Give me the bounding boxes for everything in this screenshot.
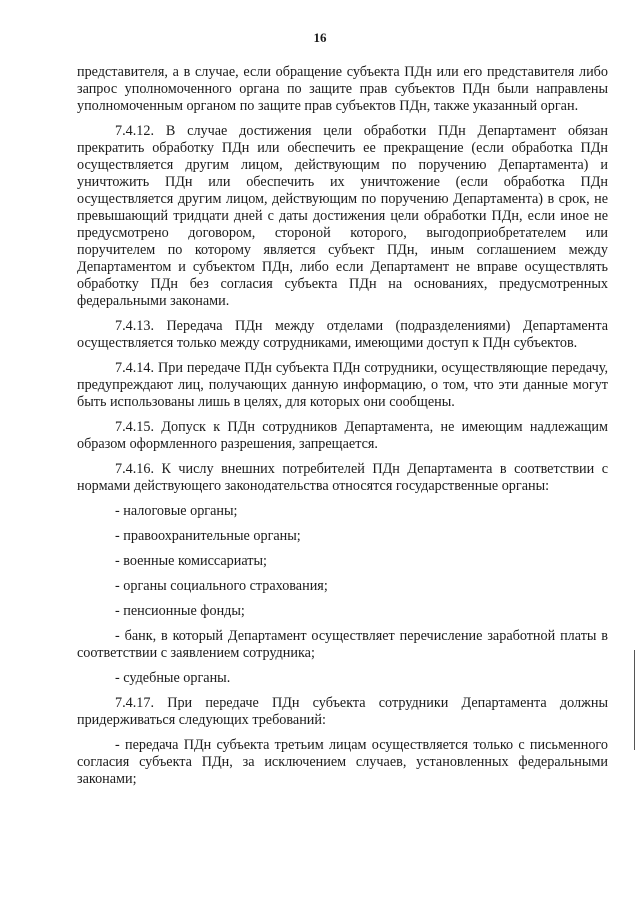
- paragraph-7-4-17: 7.4.17. При передаче ПДн субъекта сотрудники Департамента должны придерживаться следующих требований:: [77, 695, 608, 728]
- paragraph-7-4-15: 7.4.15. Допуск к ПДн сотрудников Департамента, не имеющим надлежащим образом оформленного разрешения, запрещается.: [77, 419, 608, 452]
- list-item: - военные комиссариаты;: [115, 553, 267, 569]
- paragraph-continuation: представителя, а в случае, если обращение субъекта ПДн или его представителя либо запрос уполномоченного органа по защите прав субъектов ПДн были направлены уполномоченным органом по защите прав субъектов ПДн, также указанный орган.: [77, 64, 608, 114]
- list-item: - пенсионные фонды;: [115, 603, 245, 619]
- list-item: - налоговые органы;: [115, 503, 238, 519]
- list-item: - судебные органы.: [115, 670, 231, 686]
- page-number: 16: [313, 30, 327, 45]
- scan-margin-line: [634, 650, 635, 750]
- list-item: - органы социального страхования;: [115, 578, 328, 594]
- list-item: - передача ПДн субъекта третьим лицам осуществляется только с письменного согласия субъекта ПДн, за исключением случаев, установленных федеральными законами;: [77, 737, 608, 787]
- paragraph-7-4-16: 7.4.16. К числу внешних потребителей ПДн Департамента в соответствии с нормами действующего законодательства относятся государственные органы:: [77, 461, 608, 494]
- paragraph-7-4-12: 7.4.12. В случае достижения цели обработки ПДн Департамент обязан прекратить обработку ПДн или обеспечить ее прекращение (если обработка ПДн осуществляется другим лицом, действующим по поручению Департамента) и уничтожить ПДн или обеспечить их уничтожение (если обработка ПДн осуществляется другим лицом, действующим по поручению Департамента) в срок, не превышающий тридцати дней с даты достижения цели обработки ПДн, если иное не предусмотрено договором, стороной которого, выгодоприобретателем или поручителем по которому является субъект ПДн, иным соглашением между Департаментом и субъектом ПДн, либо если Департамент не вправе осуществлять обработку ПДн без согласия субъекта ПДн на основаниях, предусмотренных федеральными законами.: [77, 123, 608, 309]
- paragraph-7-4-13: 7.4.13. Передача ПДн между отделами (подразделениями) Департамента осуществляется только между сотрудниками, имеющими доступ к ПДн субъектов.: [77, 318, 608, 351]
- paragraph-7-4-14: 7.4.14. При передаче ПДн субъекта ПДн сотрудники, осуществляющие передачу, предупреждают лиц, получающих данную информацию, о том, что эти данные могут быть использованы лишь в целях, для которых они сообщены.: [77, 360, 608, 410]
- document-body: [77, 64, 608, 796]
- list-item: - правоохранительные органы;: [115, 528, 301, 544]
- list-item: - банк, в который Департамент осуществляет перечисление заработной платы в соответствии с заявлением сотрудника;: [77, 628, 608, 661]
